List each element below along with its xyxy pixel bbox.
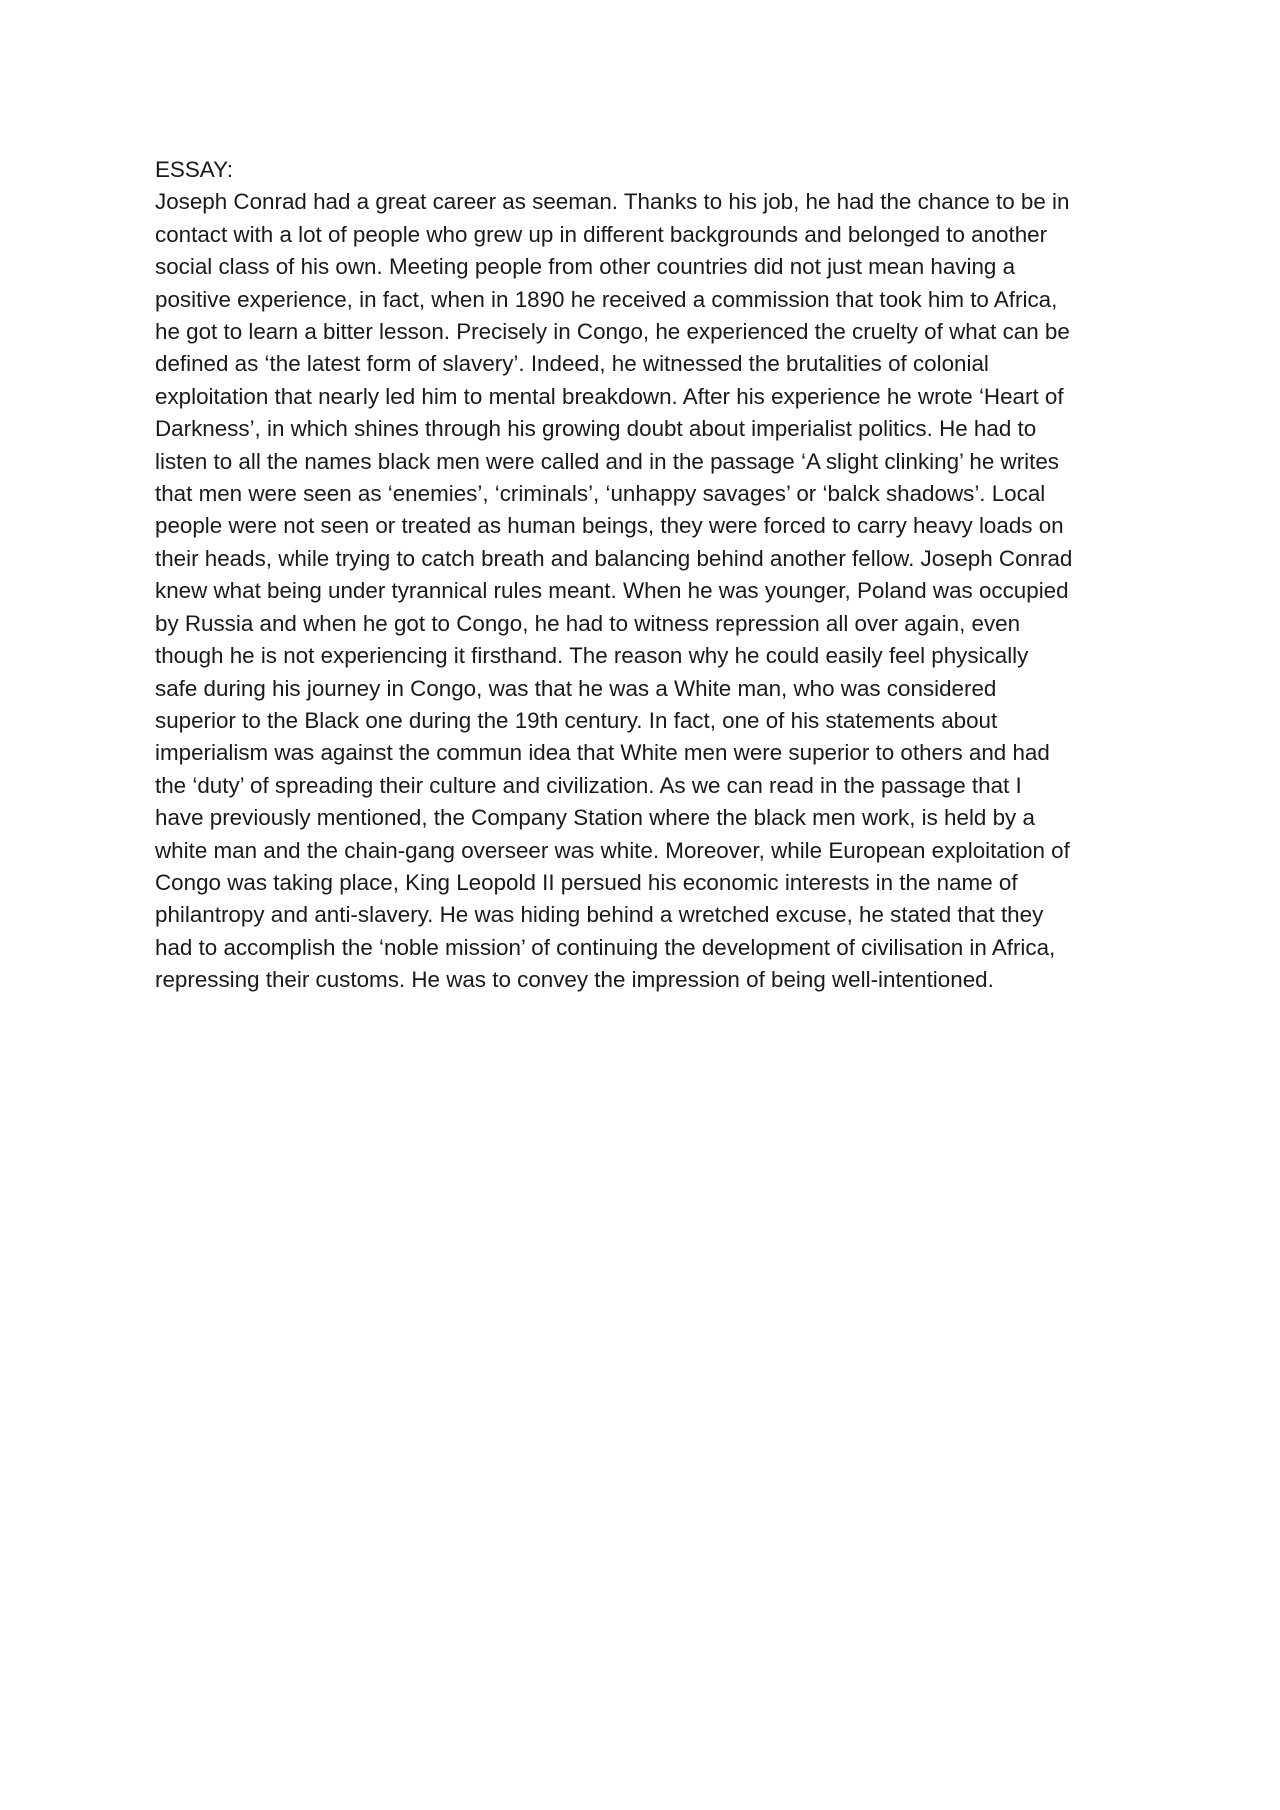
essay-line: the ‘duty’ of spreading their culture and civilization. As we can read in the passage that I <box>155 772 1022 798</box>
essay-line: safe during his journey in Congo, was that he was a White man, who was considered <box>155 675 997 701</box>
essay-line: imperialism was against the commun idea that White men were superior to others and had <box>155 740 1050 766</box>
essay-line: superior to the Black one during the 19th century. In fact, one of his statements about <box>155 707 998 733</box>
essay-line: had to accomplish the ‘noble mission’ of continuing the development of civilisation in Africa, <box>155 934 1056 960</box>
essay-heading: ESSAY: <box>155 157 233 182</box>
essay-paragraph <box>155 186 1135 996</box>
essay-line: philantropy and anti-slavery. He was hiding behind a wretched excuse, he stated that they <box>155 902 1044 928</box>
essay-line: that men were seen as ‘enemies’, ‘criminals’, ‘unhappy savages’ or ‘balck shadows’. Local <box>155 481 1046 507</box>
essay-line: defined as ‘the latest form of slavery’. Indeed, he witnessed the brutalities of colonial <box>155 351 989 377</box>
essay-line: positive experience, in fact, when in 1890 he received a commission that took him to Africa, <box>155 286 1058 312</box>
essay-line: repressing their customs. He was to convey the impression of being well-intentioned. <box>155 967 994 993</box>
essay-line: he got to learn a bitter lesson. Precisely in Congo, he experienced the cruelty of what can be <box>155 319 1070 345</box>
essay-body <box>155 154 1135 997</box>
essay-line: Joseph Conrad had a great career as seeman. Thanks to his job, he had the chance to be in <box>155 189 1070 215</box>
essay-line: by Russia and when he got to Congo, he had to witness repression all over again, even <box>155 610 1021 636</box>
essay-line: people were not seen or treated as human beings, they were forced to carry heavy loads on <box>155 513 1064 539</box>
essay-line: their heads, while trying to catch breath and balancing behind another fellow. Joseph Conrad <box>155 545 1073 571</box>
essay-line: contact with a lot of people who grew up in different backgrounds and belonged to another <box>155 221 1048 247</box>
essay-line: listen to all the names black men were called and in the passage ‘A slight clinking’ he writes <box>155 448 1059 474</box>
essay-line: have previously mentioned, the Company Station where the black men work, is held by a <box>155 805 1035 831</box>
essay-line: knew what being under tyrannical rules meant. When he was younger, Poland was occupied <box>155 578 1069 604</box>
essay-line: social class of his own. Meeting people from other countries did not just mean having a <box>155 254 1016 280</box>
essay-line: white man and the chain-gang overseer was white. Moreover, while European exploitation of <box>155 837 1070 863</box>
essay-line: though he is not experiencing it firsthand. The reason why he could easily feel physically <box>155 643 1029 669</box>
essay-line: exploitation that nearly led him to mental breakdown. After his experience he wrote ‘Heart of <box>155 383 1064 409</box>
essay-line: Darkness’, in which shines through his growing doubt about imperialist politics. He had to <box>155 416 1037 442</box>
essay-line: Congo was taking place, King Leopold II persued his economic interests in the name of <box>155 869 1018 895</box>
